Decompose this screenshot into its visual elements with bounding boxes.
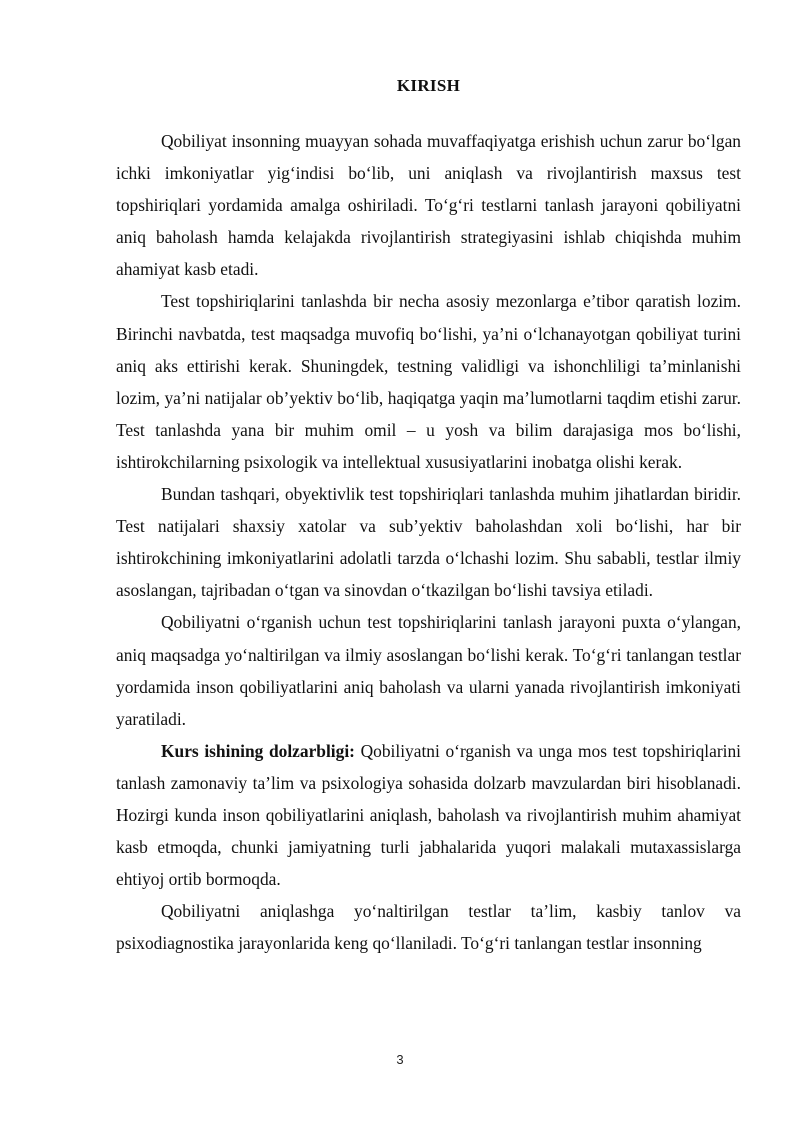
paragraph-2: [116, 285, 741, 478]
paragraph-6-text: Qobiliyatni aniqlashga yo‘naltirilgan testlar ta’lim, kasbiy tanlov va psixodiagnostika jarayonlarida keng qo‘llaniladi. To‘g‘ri tanlangan testlar insonning: [116, 901, 741, 954]
paragraph-5: [116, 735, 741, 895]
paragraph-6: [116, 895, 741, 959]
paragraph-5-text: Qobiliyatni o‘rganish va unga mos test topshiriqlarini tanlash zamonaviy ta’lim va psixologiya sohasida dolzarb mavzulardan biri hisoblanadi. Hozirgi kunda inson qobiliyatlarini aniqlash, baholash va rivojlantirish muhim ahamiyat kasb etmoqda, chunki jamiyatning turli jabhalarida yuqori malakali mutaxassislarga ehtiyoj ortib bormoqda.: [116, 740, 741, 890]
paragraph-1-text: Qobiliyat insonning muayyan sohada muvaffaqiyatga erishish uchun zarur bo‘lgan ichki imkoniyatlar yig‘indisi bo‘lib, uni aniqlash va rivojlantirish maxsus test topshiriqlari yordamida amalga oshiriladi. To‘g‘ri testlarni tanlash jarayoni qobiliyatni aniq baholash hamda kelajakda rivojlantirish strategiyasini ishlab chiqishda muhim ahamiyat kasb etadi.: [116, 131, 741, 280]
paragraph-4: [116, 606, 741, 734]
paragraph-1: [116, 125, 741, 285]
document-body: [116, 125, 741, 959]
section-title: KIRISH: [396, 76, 461, 95]
paragraph-2-text: Test topshiriqlarini tanlashda bir necha asosiy mezonlarga e’tibor qaratish lozim. Birinchi navbatda, test maqsadga muvofiq bo‘lishi, ya’ni o‘lchanayotgan qobiliyat turini aniq aks ettirishi kerak. Shuningdek, testning validligi va ishonchliligi ta’minlanishi lozim, ya’ni natijalar ob’yektiv bo‘lib, haqiqatga yaqin ma’lumotlarni taqdim etishi zarur. Test tanlashda yana bir muhim omil – u yosh va bilim darajasiga mos bo‘lishi, ishtirokchilarning psixologik va intellektual xususiyatlarini inobatga olishi kerak.: [116, 291, 741, 472]
paragraph-4-text: Qobiliyatni o‘rganish uchun test topshiriqlarini tanlash jarayoni puxta o‘ylangan, aniq maqsadga yo‘naltirilgan va ilmiy asoslangan bo‘lishi kerak. To‘g‘ri tanlangan testlar yordamida inson qobiliyatlarini aniq baholash va ularni yanada rivojlantirish imkoniyati yaratiladi.: [116, 612, 741, 729]
paragraph-3-text: Bundan tashqari, obyektivlik test topshiriqlari tanlashda muhim jihatlardan biridir. Test natijalari shaxsiy xatolar va sub’yektiv baholashdan xoli bo‘lishi, har bir ishtirokchining imkoniyatlarini adolatli tarzda o‘lchashi lozim. Shu sababli, testlar ilmiy asoslangan, tajribadan o‘tgan va sinovdan o‘tkazilgan bo‘lishi tavsiya etiladi.: [116, 484, 741, 601]
paragraph-3: [116, 478, 741, 606]
paragraph-5-lead: Kurs ishining dolzarbligi:: [161, 740, 355, 761]
page-number: 3: [396, 1052, 404, 1067]
